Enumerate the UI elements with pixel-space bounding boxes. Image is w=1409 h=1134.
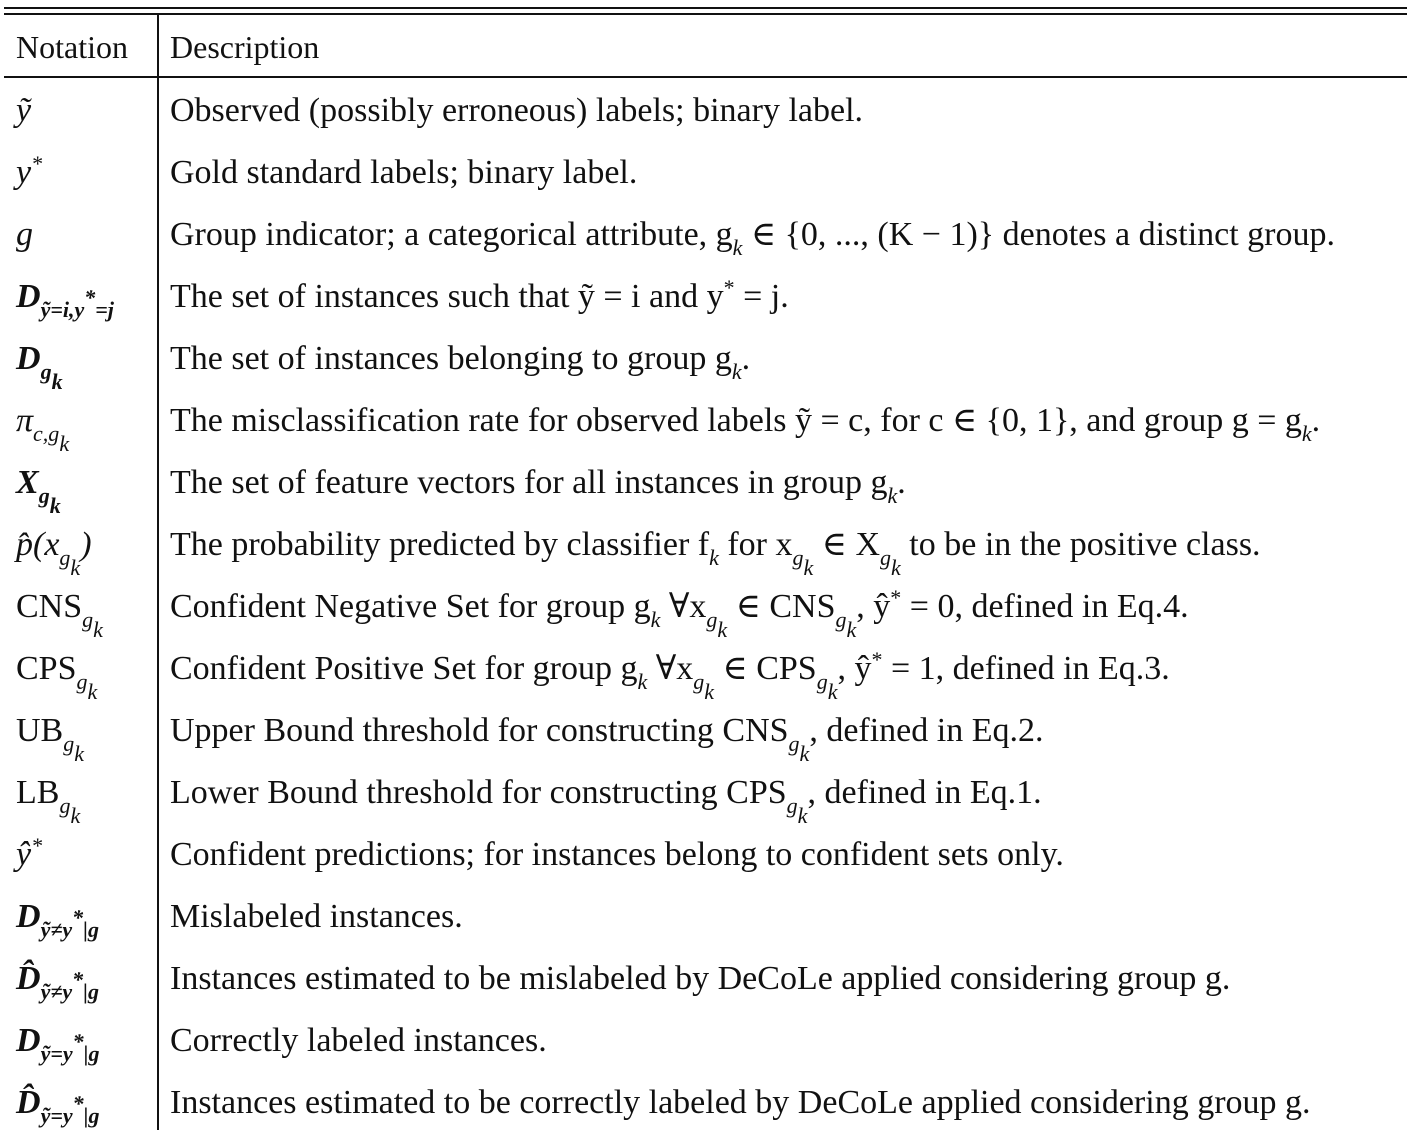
table-row	[0, 576, 1409, 642]
table-row	[0, 204, 1409, 266]
top-rule-2	[4, 13, 1407, 15]
description-cell: Group indicator; a categorical attribute, $g_k$ ∈ {0, ..., (K − 1)} denotes a distinct group.	[170, 216, 1335, 260]
notation-cell: $p̂(x_{gk})$	[16, 526, 92, 580]
table-row	[0, 514, 1409, 580]
table-row	[0, 762, 1409, 828]
table-row	[0, 700, 1409, 766]
notation-cell: $D̂_{ỹ=y*|g}$	[16, 1084, 100, 1128]
table-row	[0, 638, 1409, 704]
description-cell: The set of instances such that ỹ = i and y* = j.	[170, 275, 789, 315]
description-cell: Instances estimated to be mislabeled by DeCoLe applied considering group g.	[170, 960, 1231, 997]
table-row	[0, 80, 1409, 142]
description-cell: The set of feature vectors for all instances in group $g_k$.	[170, 464, 906, 508]
notation-cell: $D_{ỹ=y*|g}$	[16, 1022, 100, 1066]
table-row	[0, 824, 1409, 886]
notation-cell: ỹ	[16, 92, 32, 129]
description-cell: The set of instances belonging to group $g_k$.	[170, 340, 751, 384]
notation-cell: $CPS_{gk}$	[16, 650, 98, 704]
description-cell: Confident Negative Set for group $g_k$ $\forall x_{gk}$ ∈ $CNS_{gk}$, ŷ* = 0, defined in Eq.4.	[170, 585, 1189, 642]
notation-cell: y*	[16, 151, 43, 191]
table-row	[0, 328, 1409, 394]
table-header	[0, 16, 1409, 78]
description-cell: Observed (possibly erroneous) labels; binary label.	[170, 92, 864, 129]
notation-cell: $D̂_{ỹ\ne y*|g}$	[16, 960, 100, 1004]
description-cell: Lower Bound threshold for constructing $CPS_{gk}$, defined in Eq.1.	[170, 774, 1042, 828]
description-cell: The probability predicted by classifier $f_k$ for $x_{gk}$ ∈ $X_{gk}$ to be in the positive class.	[170, 526, 1261, 580]
description-cell: Confident Positive Set for group $g_k$ $\forall x_{gk}$ ∈ $CPS_{gk}$, ŷ* = 1, defined in Eq.3.	[170, 647, 1170, 704]
description-cell: Mislabeled instances.	[170, 898, 463, 935]
table-row	[0, 142, 1409, 204]
table-row	[0, 452, 1409, 518]
header-description: Description	[170, 29, 320, 65]
table-row	[0, 1072, 1409, 1134]
table-row	[0, 948, 1409, 1010]
top-rule-1	[4, 7, 1407, 9]
table-row	[0, 1010, 1409, 1072]
notation-cell: $UB_{gk}$	[16, 712, 84, 766]
notation-cell: g	[16, 216, 33, 253]
notation-cell: $CNS_{gk}$	[16, 588, 103, 642]
notation-cell: $D_{gk}$	[16, 340, 63, 394]
table-row	[0, 266, 1409, 328]
header-notation: Notation	[16, 29, 128, 65]
notation-cell: $D_{ỹ\ne y*|g}$	[16, 898, 100, 942]
description-cell: Correctly labeled instances.	[170, 1022, 547, 1059]
description-cell: Instances estimated to be correctly labeled by DeCoLe applied considering group g.	[170, 1084, 1311, 1121]
description-cell: Confident predictions; for instances belong to confident sets only.	[170, 836, 1064, 873]
notation-cell: $LB_{gk}$	[16, 774, 81, 828]
table-row	[0, 390, 1409, 456]
table-row	[0, 886, 1409, 948]
notation-cell: $X_{gk}$	[16, 464, 61, 518]
description-cell: The misclassification rate for observed labels ỹ = c, for c ∈ {0, 1}, and group $g = g_k$.	[170, 402, 1321, 446]
notation-cell: $\pi_{c,gk}$	[16, 402, 70, 456]
description-cell: Gold standard labels; binary label.	[170, 154, 638, 191]
notation-cell: ŷ*	[16, 833, 43, 873]
header-rule	[4, 76, 1407, 78]
notation-cell: $D_{ỹ=i,y*=j}$	[16, 278, 114, 322]
description-cell: Upper Bound threshold for constructing $CNS_{gk}$, defined in Eq.2.	[170, 712, 1044, 766]
